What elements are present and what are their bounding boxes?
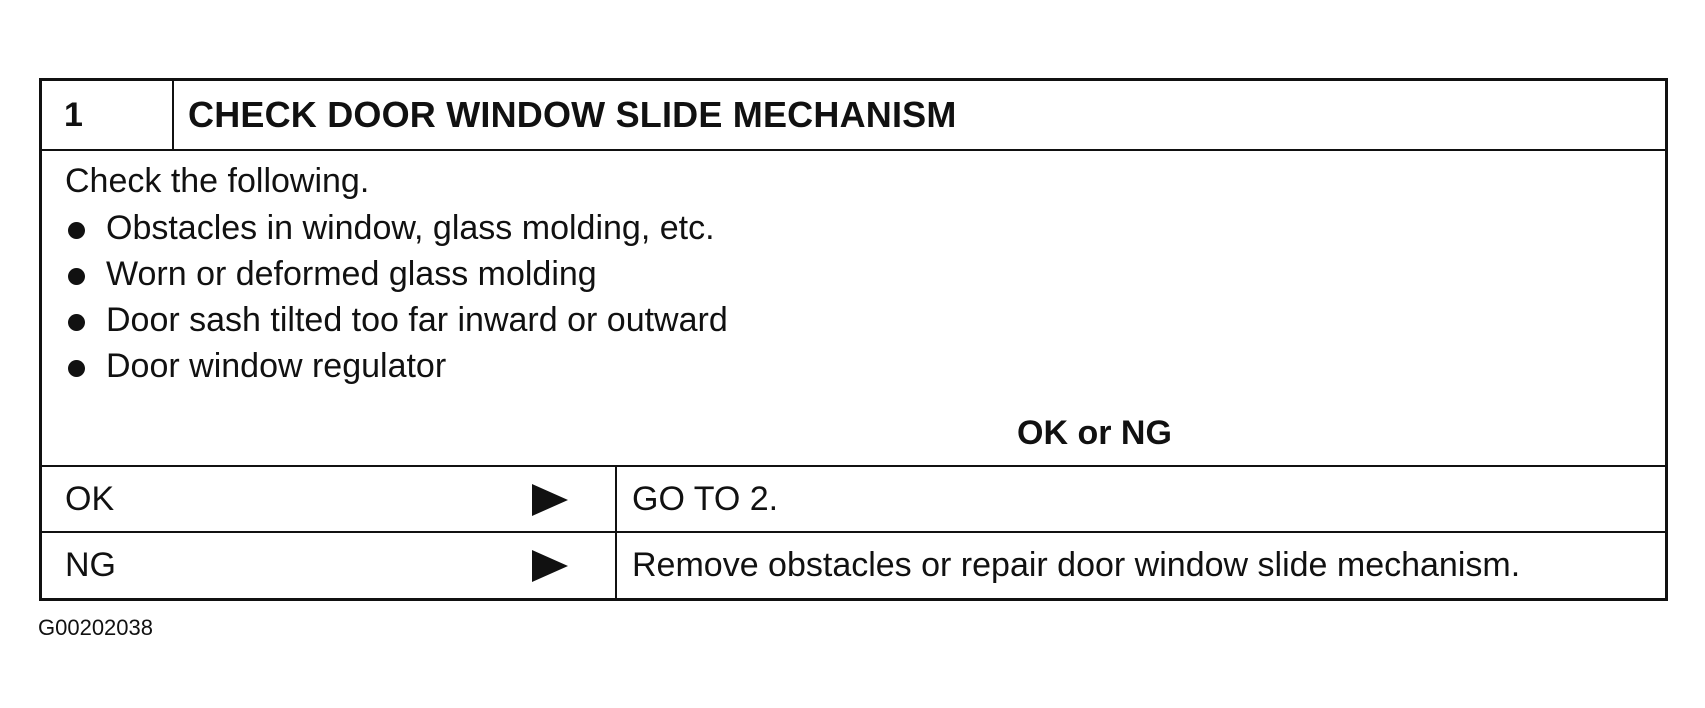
result-header: OK or NG xyxy=(1017,414,1172,452)
check-item xyxy=(65,297,728,343)
condition-label: OK xyxy=(65,480,115,518)
check-item xyxy=(65,251,728,297)
result-row-ng xyxy=(42,533,1665,598)
instructions-intro: Check the following. xyxy=(65,162,370,200)
step-header xyxy=(42,81,1665,151)
check-item xyxy=(65,343,728,389)
check-item-text: Obstacles in window, glass molding, etc. xyxy=(106,209,715,247)
condition-label: NG xyxy=(65,546,116,584)
result-row-ok xyxy=(42,467,1665,533)
action-text: GO TO 2. xyxy=(632,480,779,518)
check-item-text: Worn or deformed glass molding xyxy=(106,255,597,293)
step-instructions xyxy=(42,149,1665,467)
condition-cell xyxy=(42,467,617,531)
diagnostic-step-table xyxy=(39,78,1668,601)
check-list xyxy=(65,205,728,389)
arrow-right-icon xyxy=(532,550,568,582)
check-item-text: Door window regulator xyxy=(106,347,447,385)
check-item-text: Door sash tilted too far inward or outward xyxy=(106,301,728,339)
bullet-icon xyxy=(68,268,85,285)
arrow-right-icon xyxy=(532,484,568,516)
step-number: 1 xyxy=(42,81,174,149)
bullet-icon xyxy=(68,222,85,239)
bullet-icon xyxy=(68,314,85,331)
check-item xyxy=(65,205,728,251)
bullet-icon xyxy=(68,360,85,377)
action-text: Remove obstacles or repair door window slide mechanism. xyxy=(632,546,1521,584)
step-title: CHECK DOOR WINDOW SLIDE MECHANISM xyxy=(188,94,957,135)
figure-code: G00202038 xyxy=(38,615,153,640)
condition-cell xyxy=(42,533,617,598)
